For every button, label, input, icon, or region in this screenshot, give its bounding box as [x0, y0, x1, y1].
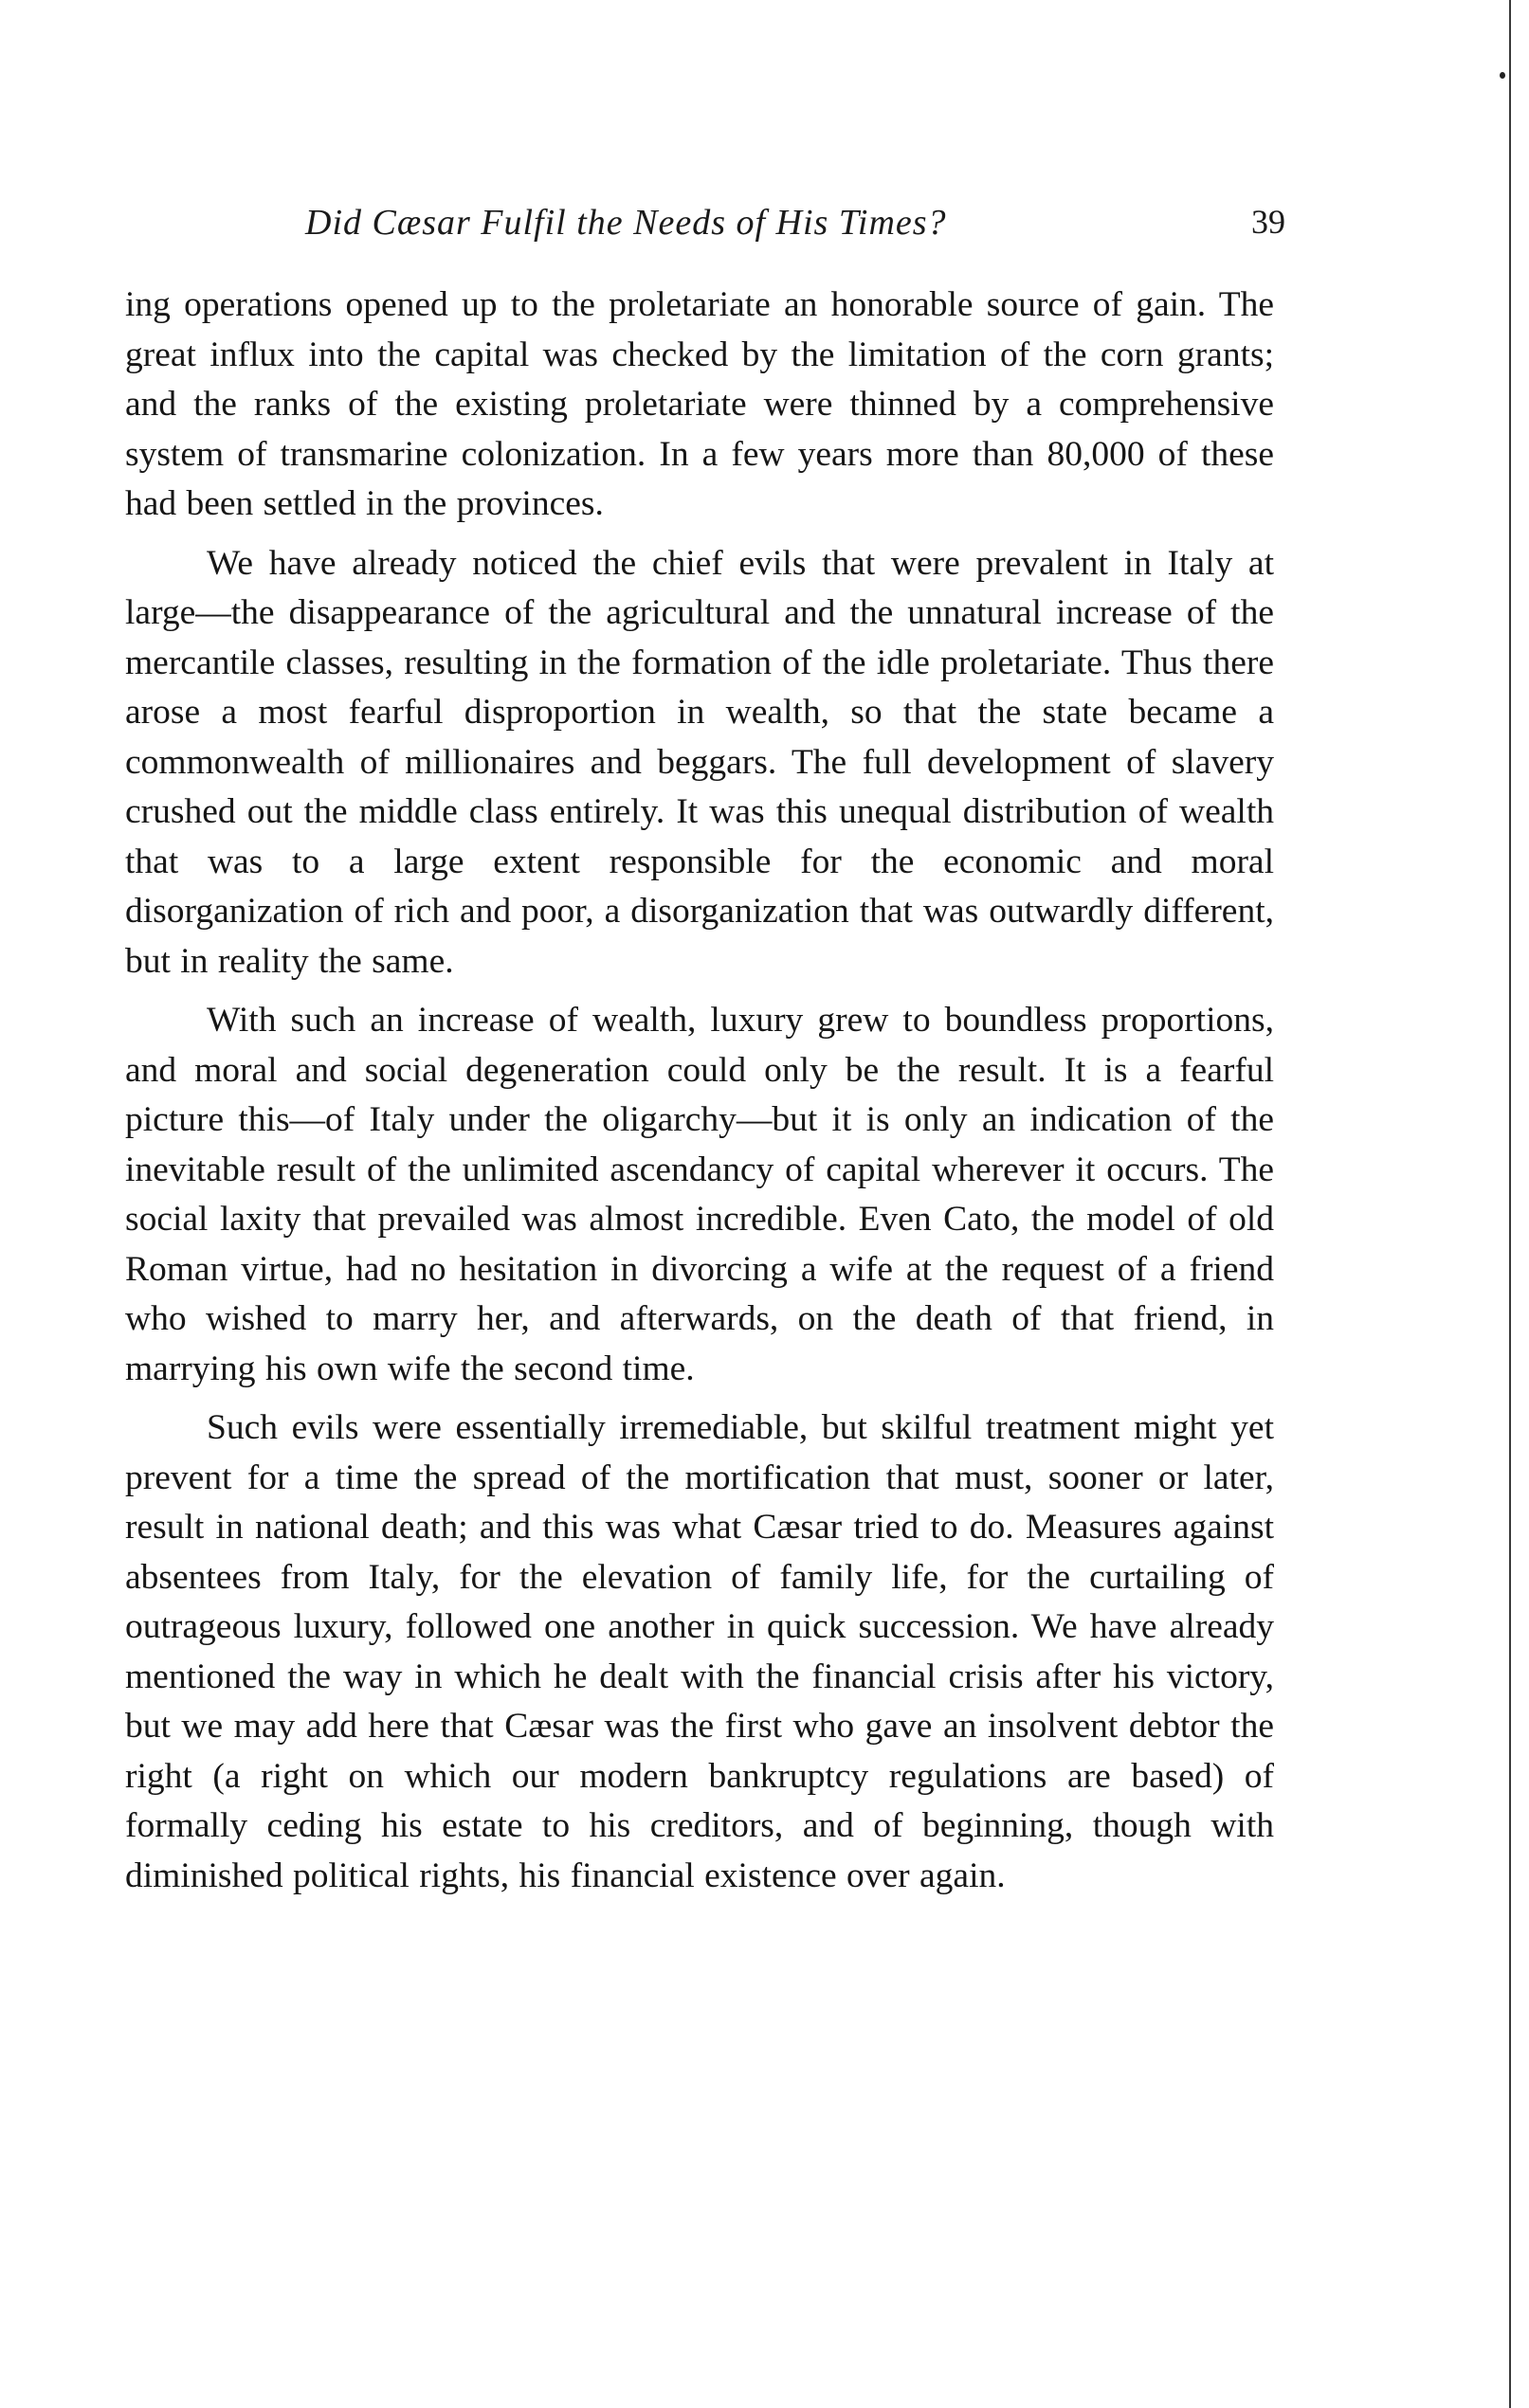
paragraph-4: Such evils were essentially irremediable, but skilful treatment might yet prevent for a time the spread of the mortification that must, sooner or later, result in national death; and this was what Cæsar tried to do. Measures against absentees from Italy, for the elevation of family life, for the curtailing of outrageous luxury, followed one another in quick succession. We have already mentioned the way in which he dealt with the financial crisis after his victory, but we may add here that Cæsar was the first who gave an insolvent debtor the right (a right on which our modern bankruptcy regulations are based) of formally ceding his estate to his creditors, and of beginning, though with diminished political rights, his financial existence over again.: [125, 1408, 1274, 1895]
scan-speck: [1500, 72, 1505, 79]
paragraph-2: We have already noticed the chief evils that were prevalent in Italy at large—the disappearance of the agricultural and the unnatural increase of the mercantile classes, resulting in the formation of the idle proletariate. Thus there arose a most fearful disproportion in wealth, so that the state became a commonwealth of millionaires and beggars. The full development of slavery crushed out the middle class entirely. It was this unequal distribution of wealth that was to a large extent responsible for the economic and moral disorganization of rich and poor, a disorganization that was outwardly different, but in reality the same.: [125, 543, 1274, 981]
page-number: 39: [1251, 203, 1285, 241]
paragraph-3: With such an increase of wealth, luxury grew to boundless proportions, and moral and social degeneration could only be the result. It is a fearful picture this—of Italy under the oligarchy—but it is only an indication of the inevitable result of the unlimited ascendancy of capital wherever it occurs. The social laxity that prevailed was almost incredible. Even Cato, the model of old Roman virtue, had no hesitation in divorcing a wife at the request of a friend who wished to marry her, and afterwards, on the death of that friend, in marrying his own wife the second time.: [125, 1001, 1274, 1388]
paragraph-1: ing operations opened up to the proletariate an honorable source of gain. The great influx into the capital was checked by the limitation of the corn grants; and the ranks of the existing proletariate were thinned by a comprehensive system of transmarine colonization. In a few years more than 80,000 of these had been settled in the provinces.: [125, 285, 1274, 523]
body-text: [125, 281, 1274, 1901]
page-edge-rule: [1509, 0, 1511, 2408]
running-title: Did Cæsar Fulfil the Needs of His Times?: [305, 203, 947, 243]
